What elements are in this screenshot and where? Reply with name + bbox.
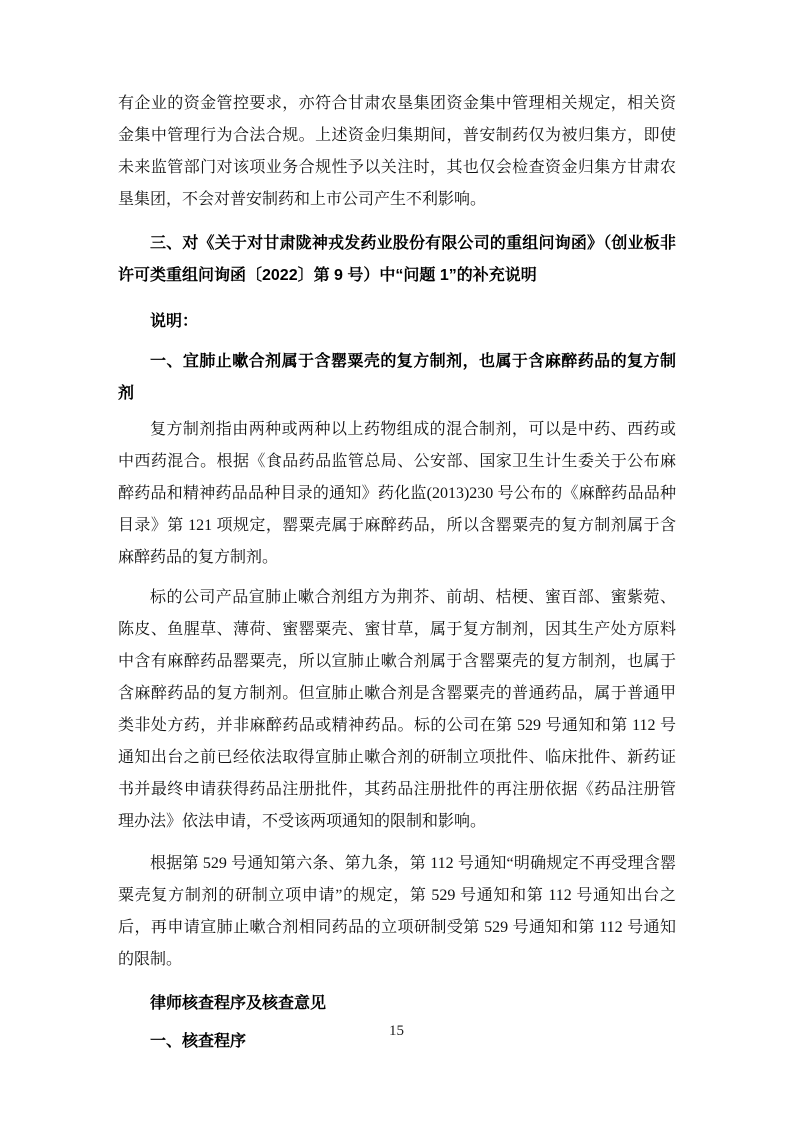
paragraph-notice-restriction: 根据第 529 号通知第六条、第九条，第 112 号通知“明确规定不再受理含罂粟壳复方制剂的研制立项申请”的规定，第 529 号通知和第 112 号通知出台之后，再申请宣肺止嗽合剂相同药品的立项研制受第 529 号通知和第 112 号通知的限制。: [118, 855, 676, 968]
paragraph-compound-definition: 复方制剂指由两种或两种以上药物组成的混合制剂，可以是中药、西药或中西药混合。根据《食品药品监管总局、公安部、国家卫生计生委关于公布麻醉药品和精神药品品种目录的通知》药化监(2013)230 号公布的《麻醉药品品种目录》第 121 项规定，罂粟壳属于麻醉药品，所以含罂粟壳的复方制剂属于含麻醉药品的复方制剂。: [118, 421, 676, 566]
paragraph-product-formula: 标的公司产品宣肺止嗽合剂组方为荆芥、前胡、桔梗、蜜百部、蜜紫菀、陈皮、鱼腥草、薄荷、蜜罂粟壳、蜜甘草，属于复方制剂，因其生产处方原料中含有麻醉药品罂粟壳，所以宣肺止嗽合剂属于含罂粟壳的复方制剂，也属于含麻醉药品的复方制剂。但宣肺止嗽合剂是含罂粟壳的普通药品，属于普通甲类非处方药，并非麻醉药品或精神药品。标的公司在第 529 号通知和第 112 号通知出台之前已经依法取得宣肺止嗽合剂的研制立项批件、临床批件、新药证书并最终申请获得药品注册批件，其药品注册批件的再注册依据《药品注册管理办法》依法申请，不受该两项通知的限制和影响。: [118, 589, 676, 830]
explain-label: 说明：: [150, 313, 199, 330]
verification-procedure-heading: 一、核查程序: [150, 1033, 247, 1050]
paragraph-continuation: 有企业的资金管控要求，亦符合甘肃农垦集团资金集中管理相关规定，相关资金集中管理行为合法合规。上述资金归集期间，普安制药仅为被归集方，即使未来监管部门对该项业务合规性予以关注时，其也仅会检查资金归集方甘肃农垦集团，不会对普安制药和上市公司产生不利影响。: [118, 95, 676, 208]
page-number: 15: [389, 1023, 404, 1039]
subsection-heading-one: 一、宜肺止嗽合剂属于含罂粟壳的复方制剂，也属于含麻醉药品的复方制剂: [118, 353, 676, 402]
document-body: [118, 88, 676, 1058]
section-heading-three: 三、对《关于对甘肃陇神戎发药业股份有限公司的重组问询函》（创业板非许可类重组问询函〔2022〕第 9 号）中“问题 1”的补充说明: [118, 235, 676, 284]
lawyer-verification-heading: 律师核查程序及核查意见: [150, 995, 327, 1012]
